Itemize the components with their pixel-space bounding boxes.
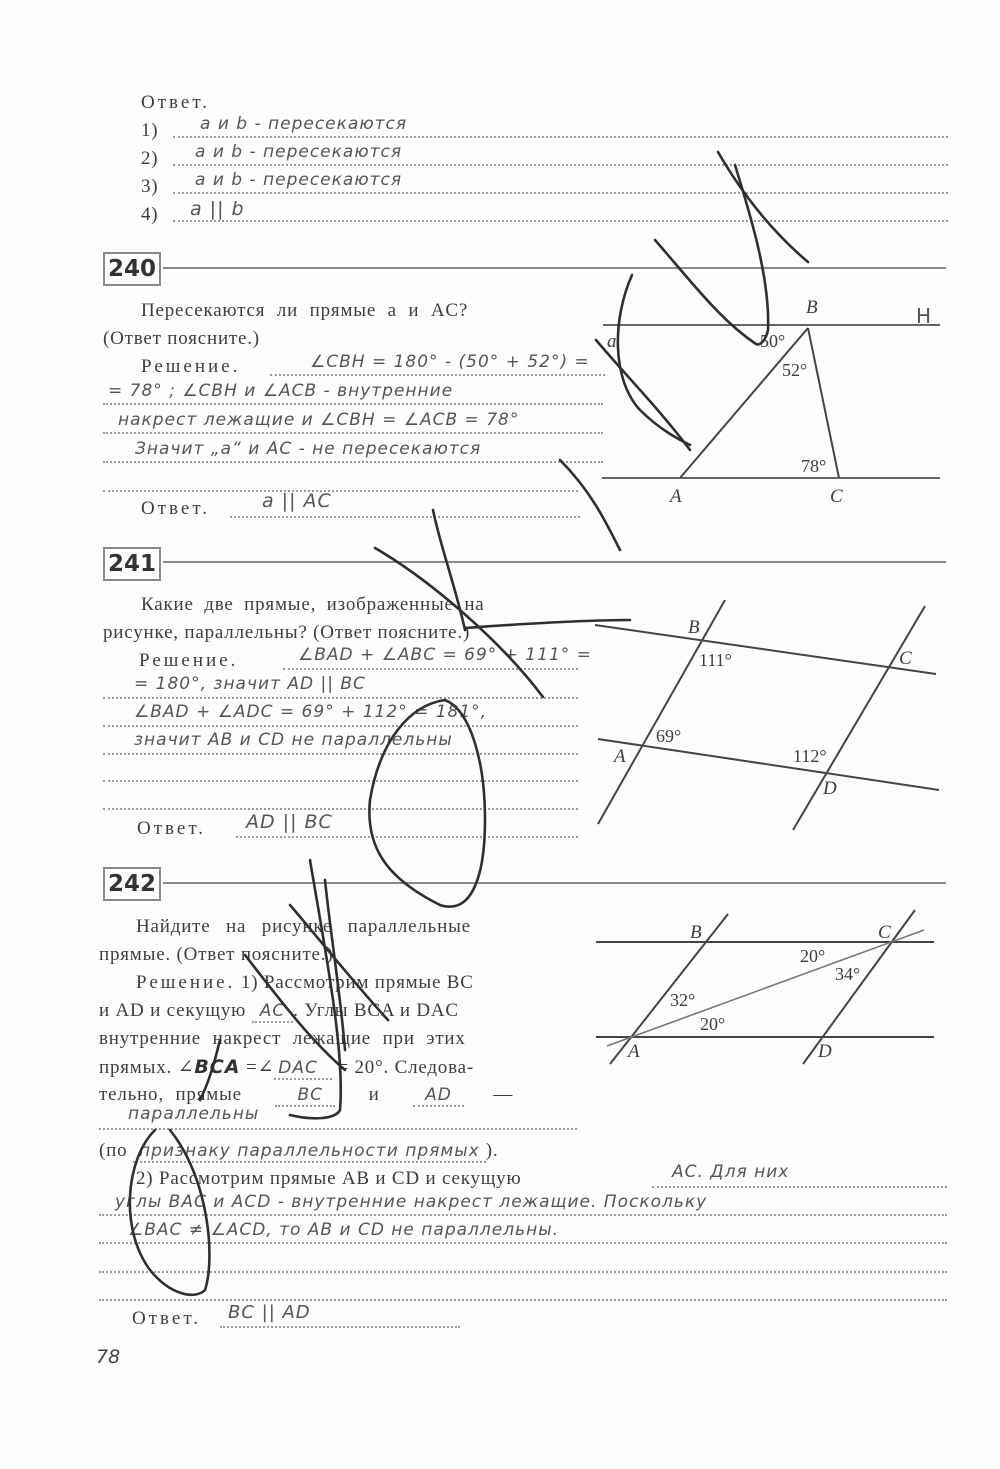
label-D: D — [823, 778, 837, 799]
task-number: 241 — [103, 547, 161, 581]
label-A: A — [614, 746, 626, 767]
label-D: D — [818, 1041, 832, 1062]
question-text: Пересекаются ли прямые a и AC? — [141, 300, 469, 321]
answer-number: 4) — [141, 204, 159, 225]
label-B: B — [806, 297, 818, 318]
handwritten-answer: a || AC — [262, 490, 332, 512]
handwritten-fill: параллельны — [128, 1104, 260, 1124]
solution-text: внутренние накрест лежащие при этих — [99, 1028, 466, 1049]
label-B: B — [688, 617, 700, 638]
angle-69: 69° — [656, 726, 682, 746]
figure-240-triangle — [590, 285, 950, 515]
answer-number: 1) — [141, 120, 159, 141]
handwritten-fill: DAC — [274, 1058, 332, 1080]
solution-text: ). — [485, 1140, 499, 1161]
answer-number: 3) — [141, 176, 159, 197]
handwritten-solution: Значит „a“ и AC - не пересекаются — [135, 439, 482, 459]
label-A: A — [628, 1041, 640, 1062]
task-number: 240 — [103, 252, 161, 286]
handwritten-fill: AD — [413, 1085, 464, 1107]
solution-text: 2) Рассмотрим прямые AB и CD и секущую — [136, 1168, 522, 1189]
solution-text: прямых. ∠ — [99, 1057, 195, 1078]
solution-label: Решение. — [136, 972, 236, 993]
handwritten-solution: ∠BAC ≠ ∠ACD, то AB и CD не параллельны. — [128, 1220, 560, 1240]
page-number: 78 — [96, 1346, 121, 1368]
label-a: a — [607, 331, 617, 352]
solution-label: Решение. — [139, 650, 239, 671]
handwritten-solution: углы BAC и ACD - внутренние накрест лежащие. Поскольку — [115, 1192, 708, 1212]
solution-text: и — [368, 1084, 380, 1105]
handwritten-answer: a || b — [190, 198, 245, 220]
figure-242-parallelogram — [590, 905, 950, 1065]
task-number: 242 — [103, 867, 161, 901]
question-text: Какие две прямые, изображенные на — [141, 594, 485, 615]
label-C: C — [830, 486, 843, 507]
handwritten-answer: a и b - пересекаются — [195, 142, 403, 162]
handwritten-fill: BC — [275, 1085, 335, 1107]
label-H: H — [916, 304, 932, 328]
handwritten-fill: BCA — [194, 1056, 241, 1078]
label-C: C — [878, 922, 891, 943]
angle-BAC-32: 32° — [670, 990, 696, 1010]
question-text: прямые. (Ответ поясните.) — [99, 944, 334, 965]
handwritten-fill: признаку параллельности прямых — [133, 1141, 486, 1163]
label-B: B — [690, 922, 702, 943]
solution-text: 1) Рассмотрим прямые BC — [240, 972, 474, 993]
handwritten-solution: значит AB и CD не параллельны — [134, 730, 453, 750]
handwritten-solution: ∠BAD + ∠ABC = 69° + 111° = — [298, 645, 592, 665]
handwritten-answer: a и b - пересекаются — [200, 114, 408, 134]
angle-ACD-34: 34° — [835, 964, 861, 984]
angle-112: 112° — [793, 746, 827, 766]
angle-50: 50° — [760, 331, 786, 351]
solution-text: . Углы BCA и DAC — [293, 1000, 459, 1021]
handwritten-solution: ∠BAD + ∠ADC = 69° + 112° = 181°, — [134, 702, 488, 722]
handwritten-fill: AC. Для них — [672, 1162, 790, 1182]
handwritten-solution: накрест лежащие и ∠CBH = ∠ACB = 78° — [118, 410, 520, 430]
handwritten-solution: ∠CBH = 180° - (50° + 52°) = — [310, 352, 590, 372]
angle-111: 111° — [699, 650, 732, 670]
solution-text: =∠ — [246, 1057, 275, 1078]
angle-78: 78° — [801, 456, 827, 476]
answer-label: Ответ. — [141, 92, 210, 113]
angle-BCA-20: 20° — [800, 946, 826, 966]
figure-241-lines — [590, 600, 950, 835]
angle-CAD-20: 20° — [700, 1014, 726, 1034]
handwritten-answer: a и b - пересекаются — [195, 170, 403, 190]
handwritten-fill: AC — [252, 1001, 294, 1023]
answer-label: Ответ. — [137, 818, 206, 839]
handwritten-solution: = 78° ; ∠CBH и ∠ACB - внутренние — [108, 381, 454, 401]
solution-text: и AD и секущую — [99, 1000, 247, 1021]
solution-text: = 20°. Следова- — [337, 1057, 474, 1078]
question-text: рисунке, параллельны? (Ответ поясните.) — [103, 622, 471, 643]
angle-52: 52° — [782, 360, 808, 380]
answer-label: Ответ. — [132, 1308, 201, 1329]
handwritten-solution: = 180°, значит AD || BC — [134, 674, 366, 694]
solution-text: — — [493, 1084, 514, 1105]
label-A: A — [670, 486, 682, 507]
handwritten-answer: BC || AD — [228, 1302, 311, 1323]
label-C: C — [899, 648, 912, 669]
answer-label: Ответ. — [141, 498, 210, 519]
solution-text: тельно, прямые — [99, 1084, 242, 1105]
question-text: (Ответ поясните.) — [103, 328, 260, 349]
question-text: Найдите на рисунке параллельные — [136, 916, 471, 937]
solution-label: Решение. — [141, 356, 241, 377]
solution-text: (по — [99, 1140, 128, 1161]
handwritten-answer: AD || BC — [246, 811, 333, 833]
answer-number: 2) — [141, 148, 159, 169]
